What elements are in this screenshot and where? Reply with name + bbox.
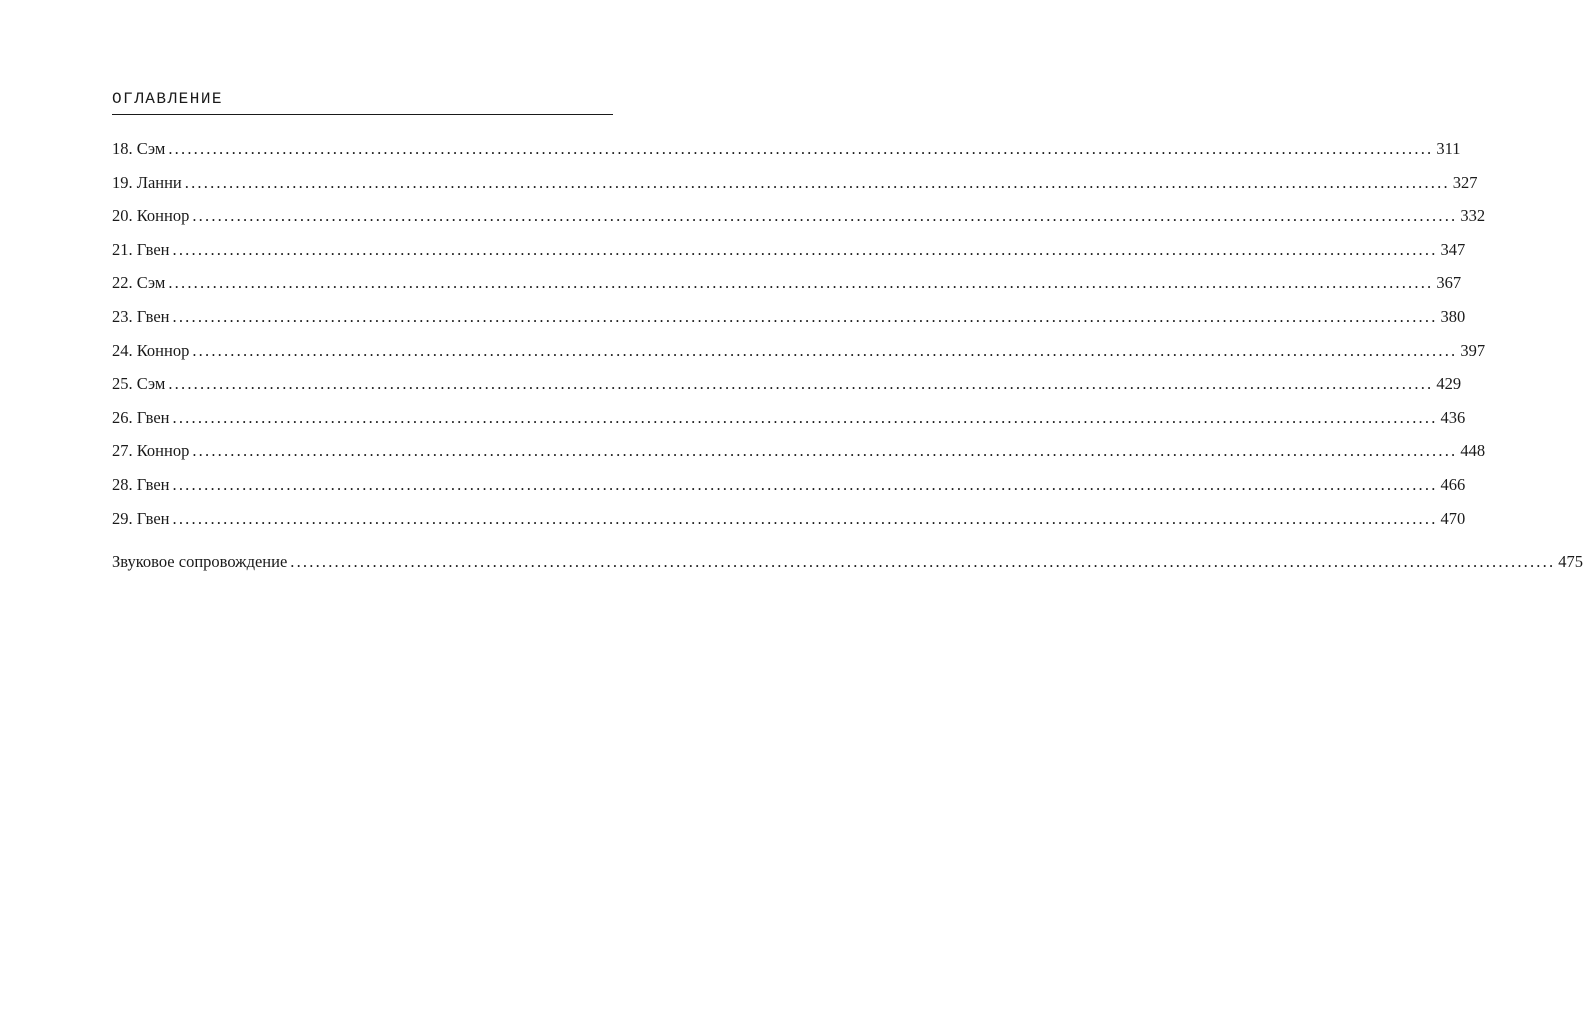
toc-entry-page: 327 bbox=[1452, 172, 1478, 192]
table-of-contents bbox=[112, 132, 1583, 579]
toc-leader-dots: ........................................................................................................................................................................................................ bbox=[168, 139, 1434, 158]
toc-entry bbox=[112, 468, 1466, 502]
toc-entry-page: 466 bbox=[1440, 474, 1466, 494]
toc-entry bbox=[112, 266, 1462, 300]
toc-entry bbox=[112, 334, 1486, 368]
toc-entry-title: 22. Сэм bbox=[112, 273, 166, 293]
running-header bbox=[112, 90, 613, 115]
toc-entry bbox=[112, 199, 1486, 233]
toc-leader-dots: ........................................................................................................................................................................................................ bbox=[192, 441, 1458, 461]
toc-entry-page: 311 bbox=[1436, 139, 1461, 158]
toc-leader-dots: ........................................................................................................................................................................................................ bbox=[172, 508, 1438, 528]
toc-entry-page: 429 bbox=[1436, 374, 1462, 394]
toc-entry-title: 27. Коннор bbox=[112, 441, 190, 461]
toc-entry bbox=[112, 502, 1466, 536]
toc-entry-page: 448 bbox=[1460, 441, 1486, 461]
header-rule bbox=[112, 114, 613, 115]
toc-entry bbox=[112, 233, 1466, 267]
toc-entry-title: 18. Сэм bbox=[112, 139, 166, 158]
toc-entry-page: 475 bbox=[1558, 552, 1583, 572]
toc-entry-page: 397 bbox=[1460, 340, 1486, 360]
toc-entry-title: 21. Гвен bbox=[112, 239, 170, 259]
toc-entry bbox=[112, 166, 1478, 200]
page-title: ОГЛАВЛЕНИЕ bbox=[112, 90, 224, 108]
toc-entry bbox=[112, 401, 1466, 435]
toc-leader-dots: ........................................................................................................................................................................................................ bbox=[172, 306, 1438, 326]
toc-leader-dots: ........................................................................................................................................................................................................ bbox=[290, 552, 1556, 572]
toc-entry-title: 20. Коннор bbox=[112, 206, 190, 226]
toc-entry-page: 436 bbox=[1440, 407, 1466, 427]
toc-entry bbox=[112, 367, 1462, 401]
toc-leader-dots: ........................................................................................................................................................................................................ bbox=[168, 374, 1434, 394]
toc-entry-appendix bbox=[112, 545, 1583, 579]
toc-entry-page: 380 bbox=[1440, 306, 1466, 326]
toc-entry bbox=[112, 300, 1466, 334]
toc-leader-dots: ........................................................................................................................................................................................................ bbox=[172, 407, 1438, 427]
toc-entry-title: 23. Гвен bbox=[112, 306, 170, 326]
toc-entry-page: 347 bbox=[1440, 239, 1466, 259]
toc-leader-dots: ........................................................................................................................................................................................................ bbox=[168, 273, 1434, 293]
toc-leader-dots: ........................................................................................................................................................................................................ bbox=[172, 474, 1438, 494]
toc-entry-title: 28. Гвен bbox=[112, 474, 170, 494]
toc-entry-title: 19. Ланни bbox=[112, 172, 182, 192]
toc-leader-dots: ........................................................................................................................................................................................................ bbox=[192, 206, 1458, 226]
toc-entry-title: 24. Коннор bbox=[112, 340, 190, 360]
toc-entry-title: 25. Сэм bbox=[112, 374, 166, 394]
toc-entry-page: 367 bbox=[1436, 273, 1462, 293]
toc-entry-title: Звуковое сопровождение bbox=[112, 552, 288, 572]
toc-entry-page: 332 bbox=[1460, 206, 1486, 226]
toc-leader-dots: ........................................................................................................................................................................................................ bbox=[184, 172, 1450, 192]
toc-leader-dots: ........................................................................................................................................................................................................ bbox=[172, 239, 1438, 259]
toc-entry bbox=[112, 132, 1461, 166]
toc-entry-title: 29. Гвен bbox=[112, 508, 170, 528]
toc-entry-title: 26. Гвен bbox=[112, 407, 170, 427]
toc-entry bbox=[112, 434, 1486, 468]
toc-leader-dots: ........................................................................................................................................................................................................ bbox=[192, 340, 1458, 360]
toc-entry-page: 470 bbox=[1440, 508, 1466, 528]
